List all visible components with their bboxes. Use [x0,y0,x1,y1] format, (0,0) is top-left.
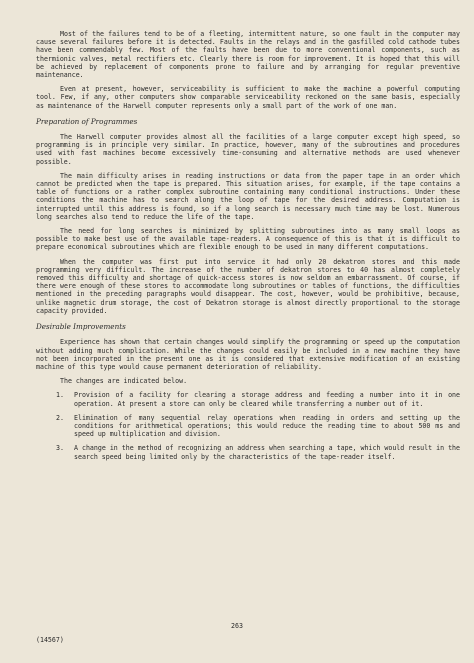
list-item [36,391,460,407]
list-item-text: Elimination of many sequential relay operations when reading in orders and setting up the conditions for arithmetical operations; this would reduce the reading time to about 500 ms and speed up multiplication and division. [74,413,460,439]
section-heading-programmes: Preparation of Programmes [36,116,138,126]
improvements-paragraph-2: The changes are indicated below. [60,377,188,386]
list-item-number: 2. [56,413,64,422]
section-heading-improvements: Desirable Improvements [36,322,126,332]
programmes-paragraph-2: The main difficulty arises in reading instructions or data from the paper tape in an order which cannot be predicted when the tape is prepared. This situation arises, for example, if the tape contains a table of functions or a rather complex subroutine containing many conditional instructions. Under these conditions the machine has to search along the loop of tape for the desired address. Computation is interrupted until this address is found, so if a long search is necessary much time may be lost. Numerous long searches also tend to reduce the life of the tape. [36,171,460,221]
list-item-number: 1. [56,391,64,400]
improvements-paragraph-1: Experience has shown that certain changes would simplify the programming or speed up the computation without adding much complication. While the changes could easily be included in a new machine they have not been incorporated in the present one as it is considered that extensive modification of an existing machine of this type would cause permanent deterioration of reliability. [36,338,460,371]
intro-paragraph-2: Even at present, however, serviceability is sufficient to make the machine a powerful computing tool. Few, if any, other computers show comparable serviceability reckoned on the same basis, especially as maintenance of the Harwell computer represents only a small part of the work of one man. [36,85,460,110]
list-item-text: Provision of a facility for clearing a storage address and feeding a number into it in one operation. At present a store can only be cleared while transferring a number out of it. [74,391,460,408]
list-item [36,444,460,460]
programmes-paragraph-4: When the computer was first put into service it had only 20 dekatron stores and this made programming very difficult. The increase of the number of dekatron stores to 40 has almost completely removed this difficulty and shortage of quick-access stores is now seldom an embarrassment. Of course, if there were enough of these stores to accommodate long subroutines or tables of functions, the difficulties mentioned in the preceding paragraphs would disappear. The cost, however, would be prohibitive, because, unlike magnetic drum storage, the cost of Dekatron storage is almost directly proportional to the storage capacity provided. [36,257,460,315]
page-number: 263 [231,622,243,630]
intro-paragraph-1: Most of the failures tend to be of a fleeting, intermittent nature, so one fault in the computer may cause several failures before it is detected. Faults in the relays and in the gasfilled cold cathode tubes have been commendably few. Most of the faults have been due to more conventional components, such as thermionic valves, metal rectifiers etc. Clearly there is room for improvement. It is hoped that this will be achieved by replacement of components prone to failure and by arranging for regular preventive maintenance. [36,30,460,80]
programmes-paragraph-3: The need for long searches is minimized by splitting subroutines into as many small loops as possible to make best use of the available tape-readers. A consequence of this is that it is difficult to prepare economical subroutines which are flexible enough to be used in many different computations. [36,227,460,252]
list-item [36,414,460,439]
programmes-paragraph-1: The Harwell computer provides almost all the facilities of a large computer except high speed, so programming is in principle very similar. In practice, however, many of the subroutines and procedures used with fast machines become excessively time-consuming and alternative methods are used whenever possible. [36,133,460,166]
document-reference: (14567) [36,636,64,644]
list-item-number: 3. [56,444,64,453]
list-item-text: A change in the method of recognizing an address when searching a tape, which would result in the search speed being limited only by the characteristics of the tape-reader itself. [74,444,460,461]
